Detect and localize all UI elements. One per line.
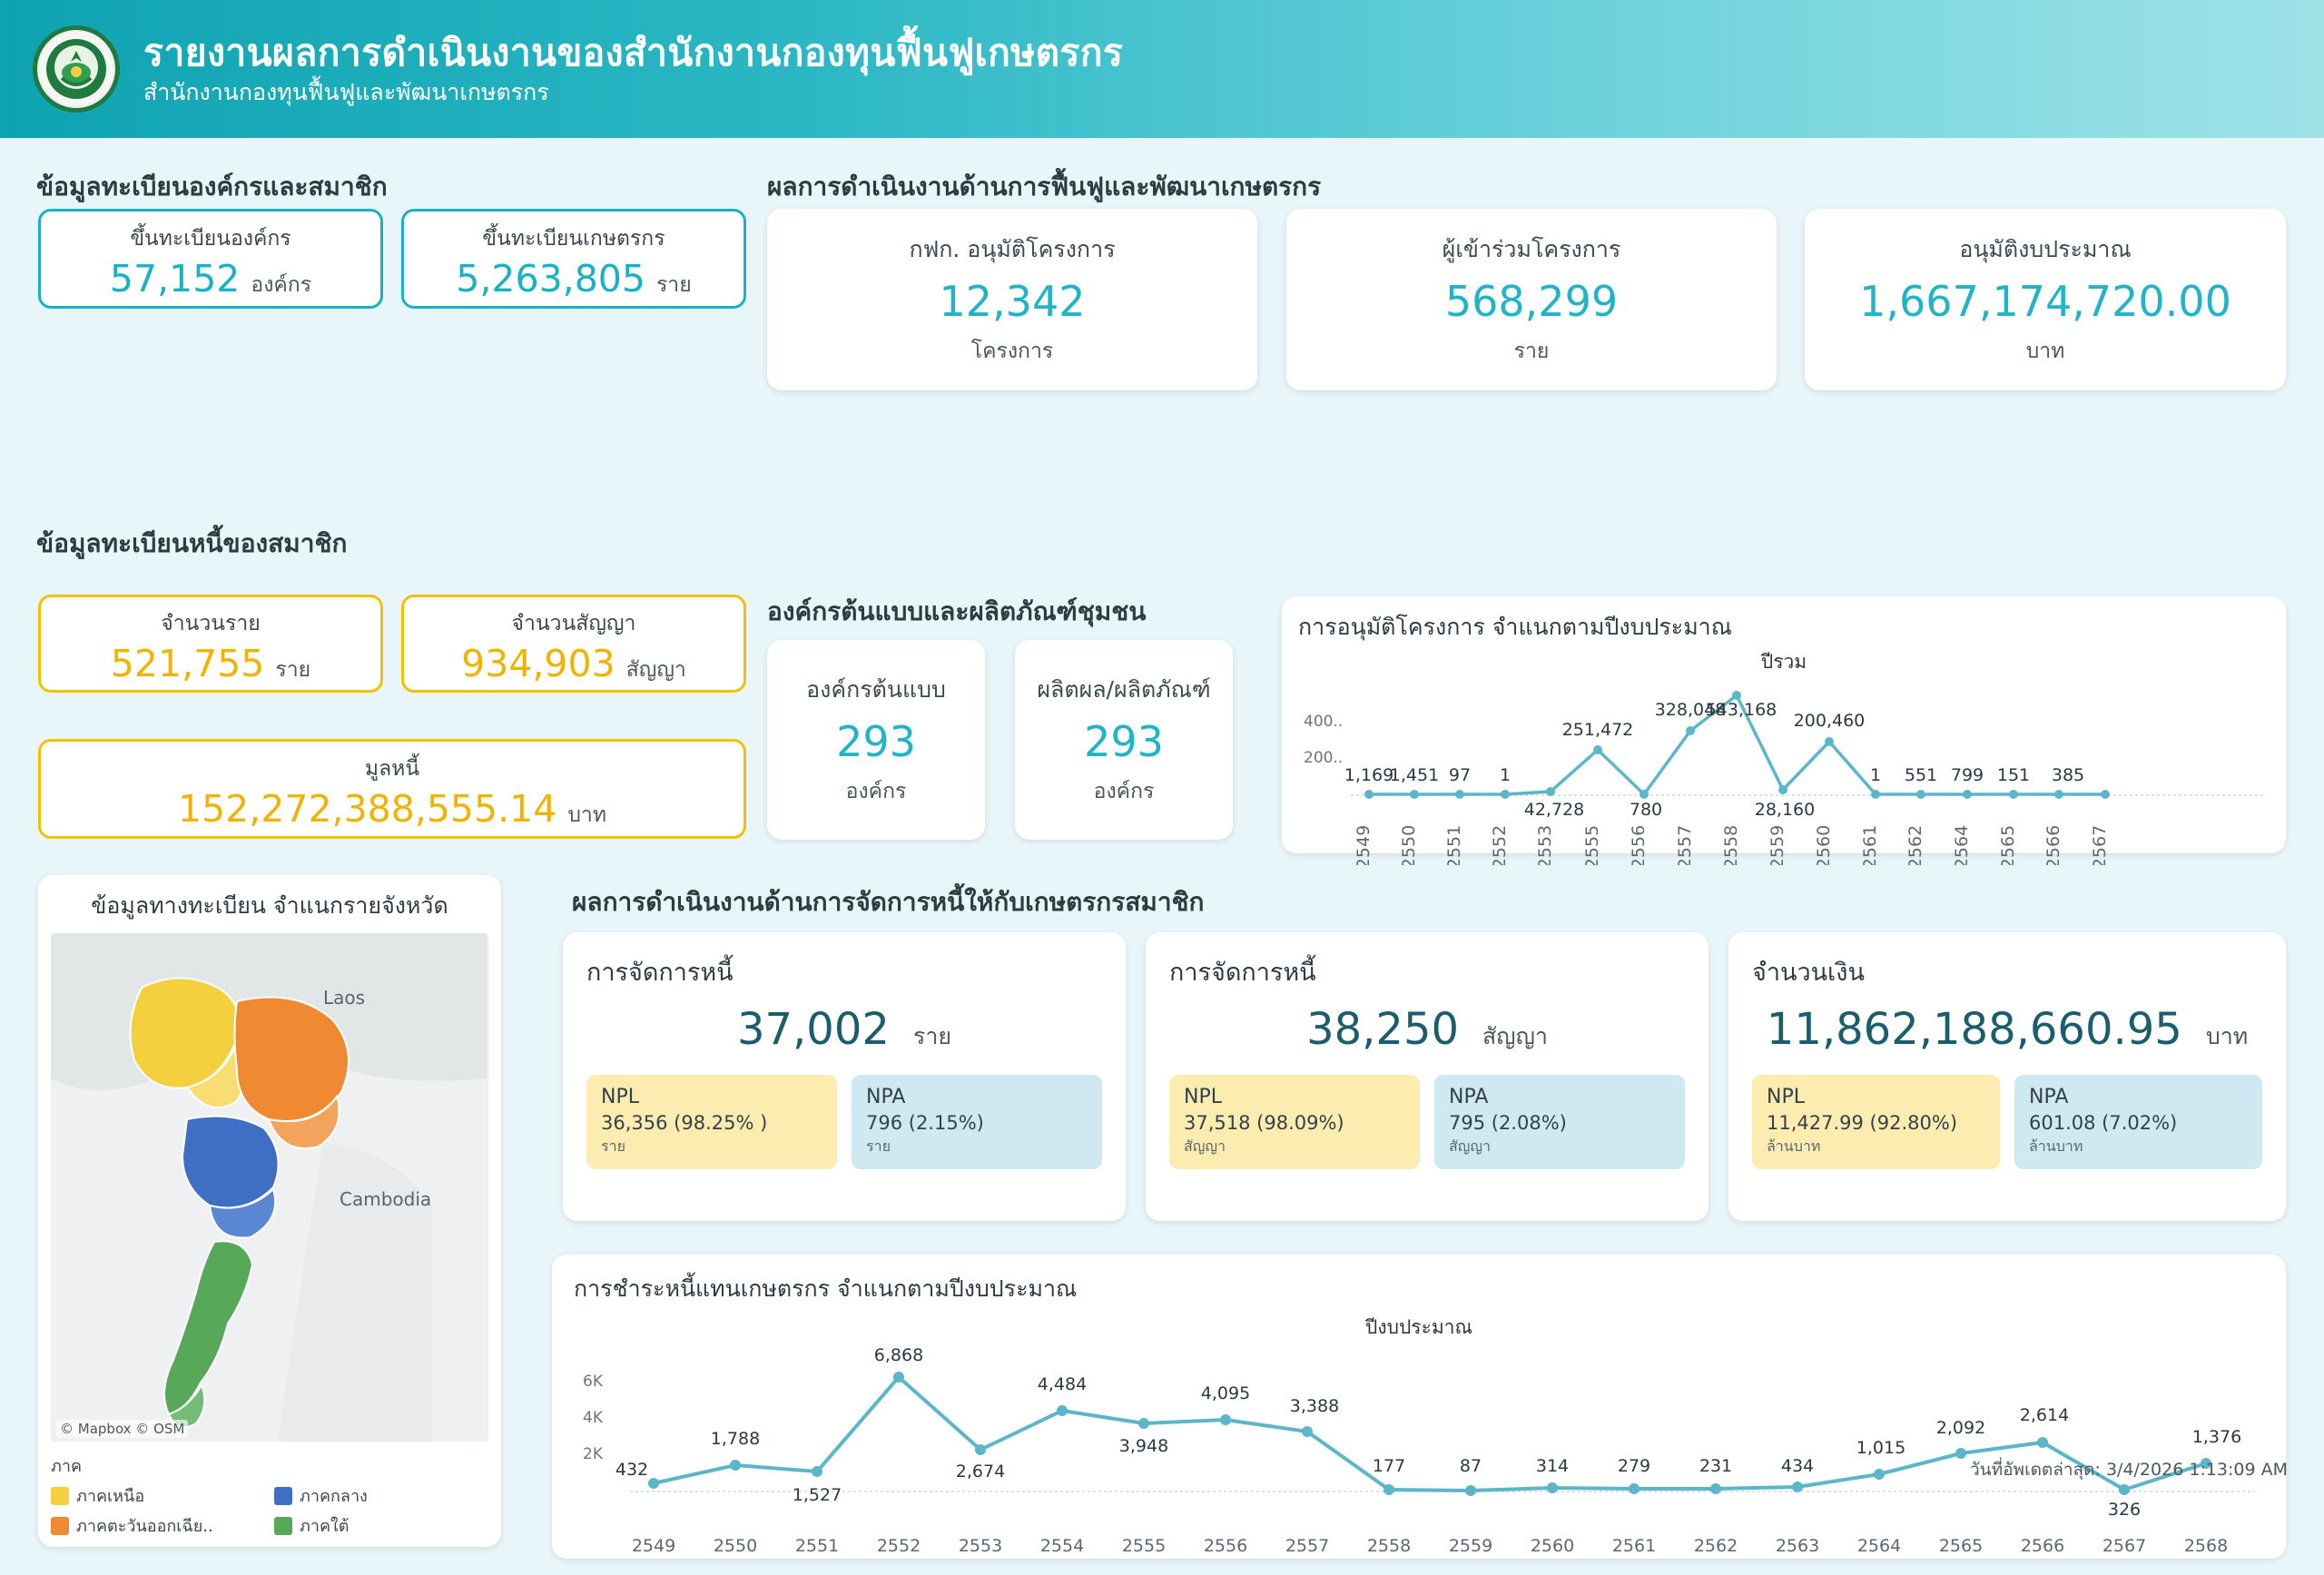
svg-text:2555: 2555 <box>1121 1536 1167 1556</box>
card-title: การจัดการหนี้ <box>586 959 734 987</box>
svg-text:2561: 2561 <box>1611 1536 1657 1556</box>
legend-item-north[interactable] <box>51 1482 265 1509</box>
badge-npl[interactable] <box>1752 1075 2000 1169</box>
badge-name: NPA <box>1449 1086 1489 1108</box>
section-title-debt-register: ข้อมูลทะเบียนหนี้ของสมาชิก <box>36 528 348 558</box>
badge-unit: ล้านบาท <box>1767 1137 1821 1155</box>
kpi-debt-contracts[interactable] <box>401 595 746 693</box>
svg-text:400..: 400.. <box>1304 713 1344 731</box>
svg-text:2556: 2556 <box>1203 1536 1248 1556</box>
kpi-label: จำนวนราย <box>161 611 261 635</box>
card-debt-mgmt-persons[interactable] <box>563 932 1126 1221</box>
card-value: 38,250 <box>1306 1004 1460 1055</box>
map-legend <box>51 1452 488 1539</box>
card-participants[interactable] <box>1286 209 1777 390</box>
card-value: 293 <box>1084 717 1164 766</box>
svg-text:6,868: 6,868 <box>873 1345 924 1365</box>
card-title: จำนวนเงิน <box>1752 959 1865 987</box>
kpi-debt-value[interactable] <box>38 739 746 839</box>
card-products[interactable] <box>1015 640 1233 840</box>
kpi-label: มูลหนี้ <box>364 756 420 781</box>
svg-text:151: 151 <box>1996 765 2031 785</box>
card-unit: องค์กร <box>845 780 907 803</box>
svg-text:2550: 2550 <box>1399 824 1419 865</box>
chart-debt-repayment[interactable] <box>552 1255 2286 1559</box>
badge-npa[interactable] <box>1434 1075 1685 1169</box>
legend-item-central[interactable] <box>274 1482 488 1509</box>
svg-text:2560: 2560 <box>1530 1536 1575 1556</box>
card-label: ผู้เข้าร่วมโครงการ <box>1442 236 1621 262</box>
legend-label: ภาคเหนือ <box>76 1487 145 1506</box>
svg-text:200..: 200.. <box>1304 749 1344 767</box>
svg-text:328,048: 328,048 <box>1654 700 1727 720</box>
badge-name: NPL <box>601 1086 639 1108</box>
legend-title: ภาค <box>51 1457 83 1476</box>
svg-text:2556: 2556 <box>1629 824 1649 865</box>
badge-unit: ล้านบาท <box>2029 1137 2083 1155</box>
map-attribution: © Mapbox © OSM <box>56 1420 188 1438</box>
card-value: 293 <box>836 717 916 766</box>
svg-text:2552: 2552 <box>876 1536 921 1556</box>
last-update-text: วันที่อัพเดตล่าสุด: 3/4/2026 1:13:09 AM <box>1969 1460 2288 1480</box>
kpi-unit: บาท <box>567 802 606 827</box>
svg-text:1,451: 1,451 <box>1389 765 1440 785</box>
svg-text:2566: 2566 <box>2043 824 2063 865</box>
page-subtitle: สำนักงานกองทุนฟื้นฟูและพัฒนาเกษตรกร <box>143 79 549 106</box>
card-unit: ราย <box>1513 340 1550 363</box>
svg-text:2559: 2559 <box>1768 824 1787 865</box>
svg-text:1,169: 1,169 <box>1344 765 1394 785</box>
chart-project-approval[interactable] <box>1282 596 2286 865</box>
svg-text:87: 87 <box>1459 1456 1482 1476</box>
kpi-value: 934,903 <box>461 641 615 685</box>
svg-text:314: 314 <box>1535 1456 1570 1476</box>
svg-text:2557: 2557 <box>1675 824 1695 865</box>
kpi-value: 5,263,805 <box>456 256 645 300</box>
card-debt-mgmt-amount[interactable] <box>1728 932 2286 1221</box>
page-header <box>0 0 2324 138</box>
svg-text:2,674: 2,674 <box>955 1462 1006 1481</box>
card-value: 11,862,188,660.95 <box>1766 1004 2182 1055</box>
svg-text:97: 97 <box>1448 765 1472 785</box>
section-title-debt-mgmt: ผลการดำเนินงานด้านการจัดการหนี้ให้กับเกษตรกรสมาชิก <box>572 887 1205 917</box>
svg-text:2555: 2555 <box>1582 824 1602 865</box>
legend-label: ภาคตะวันออกเฉีย.. <box>76 1517 213 1536</box>
page-title: รายงานผลการดำเนินงานของสำนักงานกองทุนฟื้นฟูเกษตรกร <box>143 31 1124 75</box>
svg-text:2560: 2560 <box>1814 824 1834 865</box>
badge-value: 601.08 (7.02%) <box>2029 1112 2178 1134</box>
chart-subtitle: ปีงบประมาณ <box>1365 1316 1472 1338</box>
legend-label: ภาคใต้ <box>300 1517 350 1536</box>
card-prototype-org[interactable] <box>767 640 985 840</box>
badge-value: 36,356 (98.25% ) <box>601 1112 768 1134</box>
kpi-value: 521,755 <box>110 641 265 685</box>
svg-text:799: 799 <box>1950 765 1984 785</box>
svg-text:2549: 2549 <box>1354 824 1374 865</box>
svg-text:2562: 2562 <box>1905 824 1925 865</box>
kpi-unit: สัญญา <box>625 657 686 682</box>
svg-text:4K: 4K <box>583 1409 603 1427</box>
svg-text:2558: 2558 <box>1721 824 1741 865</box>
badge-value: 11,427.99 (92.80%) <box>1767 1112 1958 1134</box>
svg-text:2552: 2552 <box>1490 824 1510 865</box>
card-unit: องค์กร <box>1093 780 1155 803</box>
svg-text:4,484: 4,484 <box>1037 1374 1088 1394</box>
svg-text:2565: 2565 <box>1938 1536 1984 1556</box>
svg-text:2568: 2568 <box>2183 1536 2229 1556</box>
badge-name: NPL <box>1767 1086 1805 1108</box>
card-approved-projects[interactable] <box>767 209 1257 390</box>
kpi-value: 152,272,388,555.14 <box>177 786 557 831</box>
svg-text:1,376: 1,376 <box>2191 1427 2242 1447</box>
map-panel[interactable] <box>38 875 501 1547</box>
svg-text:434: 434 <box>1780 1456 1815 1476</box>
svg-text:2567: 2567 <box>2102 1536 2147 1556</box>
kpi-org-registered[interactable] <box>38 209 383 309</box>
svg-text:2561: 2561 <box>1860 824 1880 865</box>
svg-text:231: 231 <box>1699 1456 1733 1476</box>
svg-text:543,168: 543,168 <box>1705 700 1777 720</box>
legend-swatch-icon <box>51 1517 69 1535</box>
badge-name: NPA <box>866 1086 906 1108</box>
debt-mgmt-section <box>572 882 1205 922</box>
svg-text:1: 1 <box>1869 765 1882 785</box>
svg-text:2562: 2562 <box>1693 1536 1738 1556</box>
card-label: ผลิตผล/ผลิตภัณฑ์ <box>1037 676 1211 703</box>
svg-text:2553: 2553 <box>958 1536 1003 1556</box>
card-label: อนุมัติงบประมาณ <box>1959 236 2132 262</box>
badge-name: NPA <box>2029 1086 2069 1108</box>
card-title: การจัดการหนี้ <box>1169 959 1316 987</box>
svg-text:2566: 2566 <box>2020 1536 2065 1556</box>
svg-text:6K: 6K <box>583 1373 603 1391</box>
legend-label: ภาคกลาง <box>300 1487 368 1506</box>
svg-text:551: 551 <box>1904 765 1938 785</box>
svg-text:Laos: Laos <box>323 987 366 1009</box>
chart-plot-area <box>1298 679 2270 865</box>
prototype-section <box>767 592 1146 632</box>
badge-npa[interactable] <box>852 1075 1102 1169</box>
section-title-rehab: ผลการดำเนินงานด้านการฟื้นฟูและพัฒนาเกษตรกร <box>767 172 1322 202</box>
kpi-label: จำนวนสัญญา <box>511 611 636 635</box>
svg-text:326: 326 <box>2107 1500 2142 1520</box>
legend-swatch-icon <box>51 1487 69 1505</box>
svg-text:432: 432 <box>615 1460 649 1480</box>
svg-text:3,388: 3,388 <box>1289 1396 1340 1416</box>
card-approved-budget[interactable] <box>1805 209 2286 390</box>
svg-text:2557: 2557 <box>1285 1536 1330 1556</box>
badge-name: NPL <box>1184 1086 1222 1108</box>
dashboard-canvas <box>0 138 2324 1556</box>
badge-npa[interactable] <box>2014 1075 2262 1169</box>
section-title-org-member: ข้อมูลทะเบียนองค์กรและสมาชิก <box>36 172 388 202</box>
svg-text:2,614: 2,614 <box>2019 1405 2070 1425</box>
card-value: 568,299 <box>1444 277 1619 326</box>
svg-text:2567: 2567 <box>2090 824 2110 865</box>
card-value: 12,342 <box>939 277 1086 326</box>
badge-value: 37,518 (98.09%) <box>1184 1112 1344 1134</box>
card-unit: ราย <box>912 1023 952 1049</box>
badge-value: 795 (2.08%) <box>1449 1112 1567 1134</box>
svg-text:4,095: 4,095 <box>1200 1383 1251 1403</box>
card-unit: โครงการ <box>970 340 1054 363</box>
chart-title: การชำระหนี้แทนเกษตรกร จำแนกตามปีงบประมาณ <box>574 1275 1078 1302</box>
svg-text:2558: 2558 <box>1366 1536 1412 1556</box>
badge-npl[interactable] <box>1169 1075 1420 1169</box>
svg-text:2550: 2550 <box>713 1536 758 1556</box>
legend-item-northeast[interactable] <box>51 1512 265 1539</box>
section-title-prototype: องค์กรต้นแบบและผลิตภัณฑ์ชุมชน <box>767 596 1147 626</box>
legend-item-south[interactable] <box>274 1512 488 1539</box>
card-unit: บาท <box>2025 340 2065 363</box>
svg-text:200,460: 200,460 <box>1793 711 1866 731</box>
legend-swatch-icon <box>274 1487 292 1505</box>
card-unit: สัญญา <box>1482 1023 1548 1049</box>
badge-value: 796 (2.15%) <box>866 1112 984 1134</box>
kpi-label: ขึ้นทะเบียนองค์กร <box>130 226 291 251</box>
kpi-farmer-registered[interactable] <box>401 209 746 309</box>
legend-swatch-icon <box>274 1517 292 1535</box>
svg-text:2,092: 2,092 <box>1935 1418 1986 1438</box>
kpi-value: 57,152 <box>109 256 241 300</box>
svg-text:2K: 2K <box>583 1445 603 1463</box>
svg-text:2564: 2564 <box>1952 824 1972 865</box>
chart-subtitle: ปีรวม <box>1760 651 1807 673</box>
svg-text:28,160: 28,160 <box>1754 800 1816 820</box>
svg-text:2551: 2551 <box>1444 824 1464 865</box>
svg-text:385: 385 <box>2051 765 2085 785</box>
badge-unit: ราย <box>866 1137 891 1155</box>
svg-text:1: 1 <box>1499 765 1512 785</box>
org-member-section <box>36 167 388 207</box>
thailand-choropleth-map[interactable] <box>51 933 488 1442</box>
svg-text:1,015: 1,015 <box>1856 1438 1906 1458</box>
card-unit: บาท <box>2205 1023 2249 1049</box>
kpi-unit: องค์กร <box>251 272 312 297</box>
kpi-unit: ราย <box>275 657 311 682</box>
svg-text:3,948: 3,948 <box>1118 1436 1169 1456</box>
svg-text:2551: 2551 <box>794 1536 840 1556</box>
svg-text:2554: 2554 <box>1039 1536 1085 1556</box>
svg-text:Cambodia: Cambodia <box>340 1188 432 1210</box>
card-value: 37,002 <box>736 1004 890 1055</box>
svg-text:2559: 2559 <box>1448 1536 1493 1556</box>
svg-text:251,472: 251,472 <box>1561 720 1634 740</box>
chart-title: การอนุมัติโครงการ จำแนกตามปีงบประมาณ <box>1298 614 1732 640</box>
kpi-label: ขึ้นทะเบียนเกษตรกร <box>482 226 665 251</box>
rehab-section <box>767 167 1321 207</box>
svg-text:780: 780 <box>1629 800 1663 820</box>
badge-unit: สัญญา <box>1449 1137 1492 1155</box>
svg-text:2549: 2549 <box>631 1536 676 1556</box>
map-title: ข้อมูลทางทะเบียน จำแนกรายจังหวัด <box>91 892 448 919</box>
svg-text:2553: 2553 <box>1535 824 1555 865</box>
svg-text:2563: 2563 <box>1775 1536 1820 1556</box>
svg-text:1,788: 1,788 <box>710 1429 761 1449</box>
debt-register-section <box>36 524 347 564</box>
kpi-unit: ราย <box>655 272 692 297</box>
badge-npl[interactable] <box>586 1075 837 1169</box>
kpi-debt-persons[interactable] <box>38 595 383 693</box>
card-value: 1,667,174,720.00 <box>1859 277 2231 326</box>
card-label: องค์กรต้นแบบ <box>806 676 946 703</box>
card-label: กฟก. อนุมัติโครงการ <box>909 236 1116 262</box>
svg-text:42,728: 42,728 <box>1523 800 1585 820</box>
svg-text:2565: 2565 <box>1998 824 2018 865</box>
government-emblem-icon <box>33 25 120 113</box>
svg-text:177: 177 <box>1372 1456 1406 1476</box>
svg-text:1,527: 1,527 <box>792 1485 842 1505</box>
svg-text:2564: 2564 <box>1856 1536 1902 1556</box>
card-debt-mgmt-contracts[interactable] <box>1146 932 1709 1221</box>
badge-unit: สัญญา <box>1184 1137 1226 1155</box>
badge-unit: ราย <box>601 1137 625 1155</box>
svg-text:279: 279 <box>1617 1456 1651 1476</box>
